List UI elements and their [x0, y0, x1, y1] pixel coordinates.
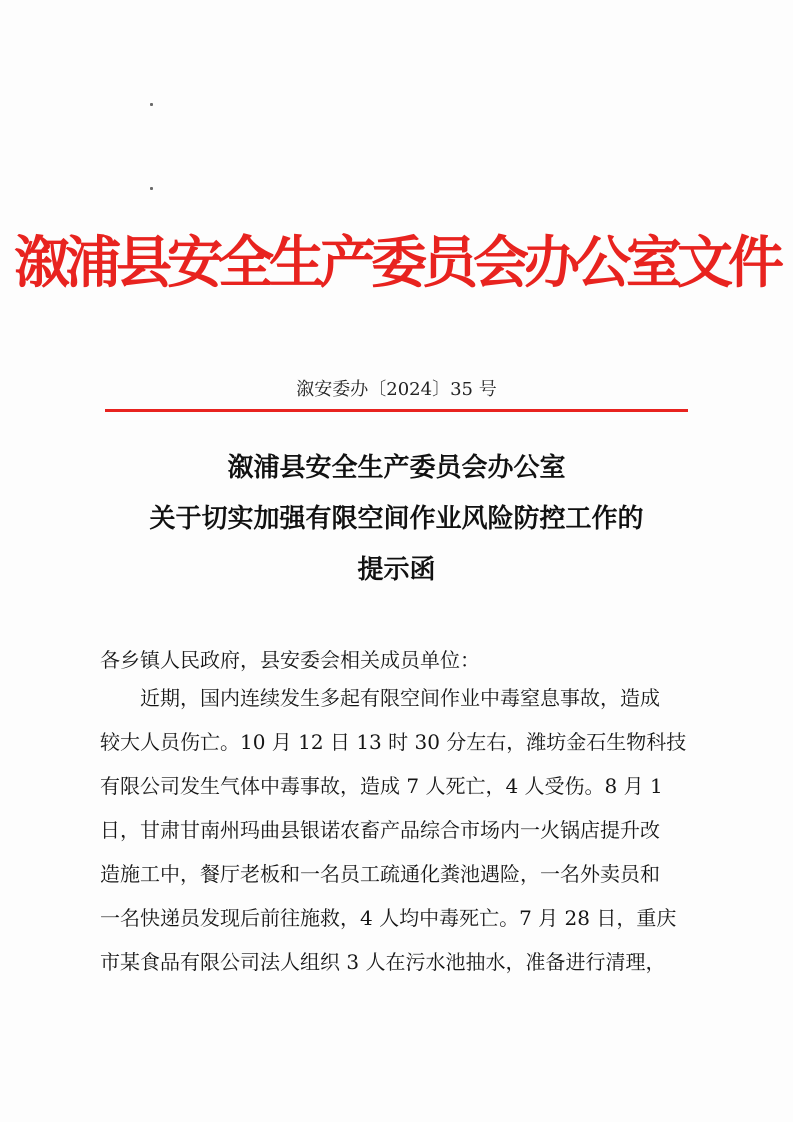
salutation: 各乡镇人民政府，县安委会相关成员单位：	[100, 648, 480, 672]
body-line-5: 造施工中，餐厅老板和一名员工疏通化粪池遇险，一名外卖员和	[100, 862, 660, 886]
scan-speck	[150, 103, 153, 106]
body-line-7: 市某食品有限公司法人组织 3 人在污水池抽水，准备进行清理，	[100, 950, 666, 974]
scan-speck	[150, 187, 153, 190]
document-number: 溆安委办〔2024〕35 号	[296, 379, 497, 400]
document-title-line-3: 提示函	[357, 555, 436, 585]
document-title-line-2: 关于切实加强有限空间作业风险防控工作的	[149, 504, 644, 534]
body-line-2: 较大人员伤亡。10 月 12 日 13 时 30 分左右，潍坊金石生物科技	[100, 730, 687, 754]
body-line-4: 日，甘肃甘南州玛曲县银诺农畜产品综合市场内一火锅店提升改	[100, 818, 660, 842]
masthead-title: 溆浦县安全生产委员会办公室文件	[14, 230, 779, 296]
red-divider-line	[105, 409, 688, 412]
body-line-6: 一名快递员发现后前往施救，4 人均中毒死亡。7 月 28 日，重庆	[100, 906, 677, 930]
document-title-line-1: 溆浦县安全生产委员会办公室	[227, 453, 566, 483]
body-line-3: 有限公司发生气体中毒事故，造成 7 人死亡，4 人受伤。8 月 1	[100, 774, 663, 798]
body-line-1: 近期，国内连续发生多起有限空间作业中毒窒息事故，造成	[140, 686, 660, 710]
